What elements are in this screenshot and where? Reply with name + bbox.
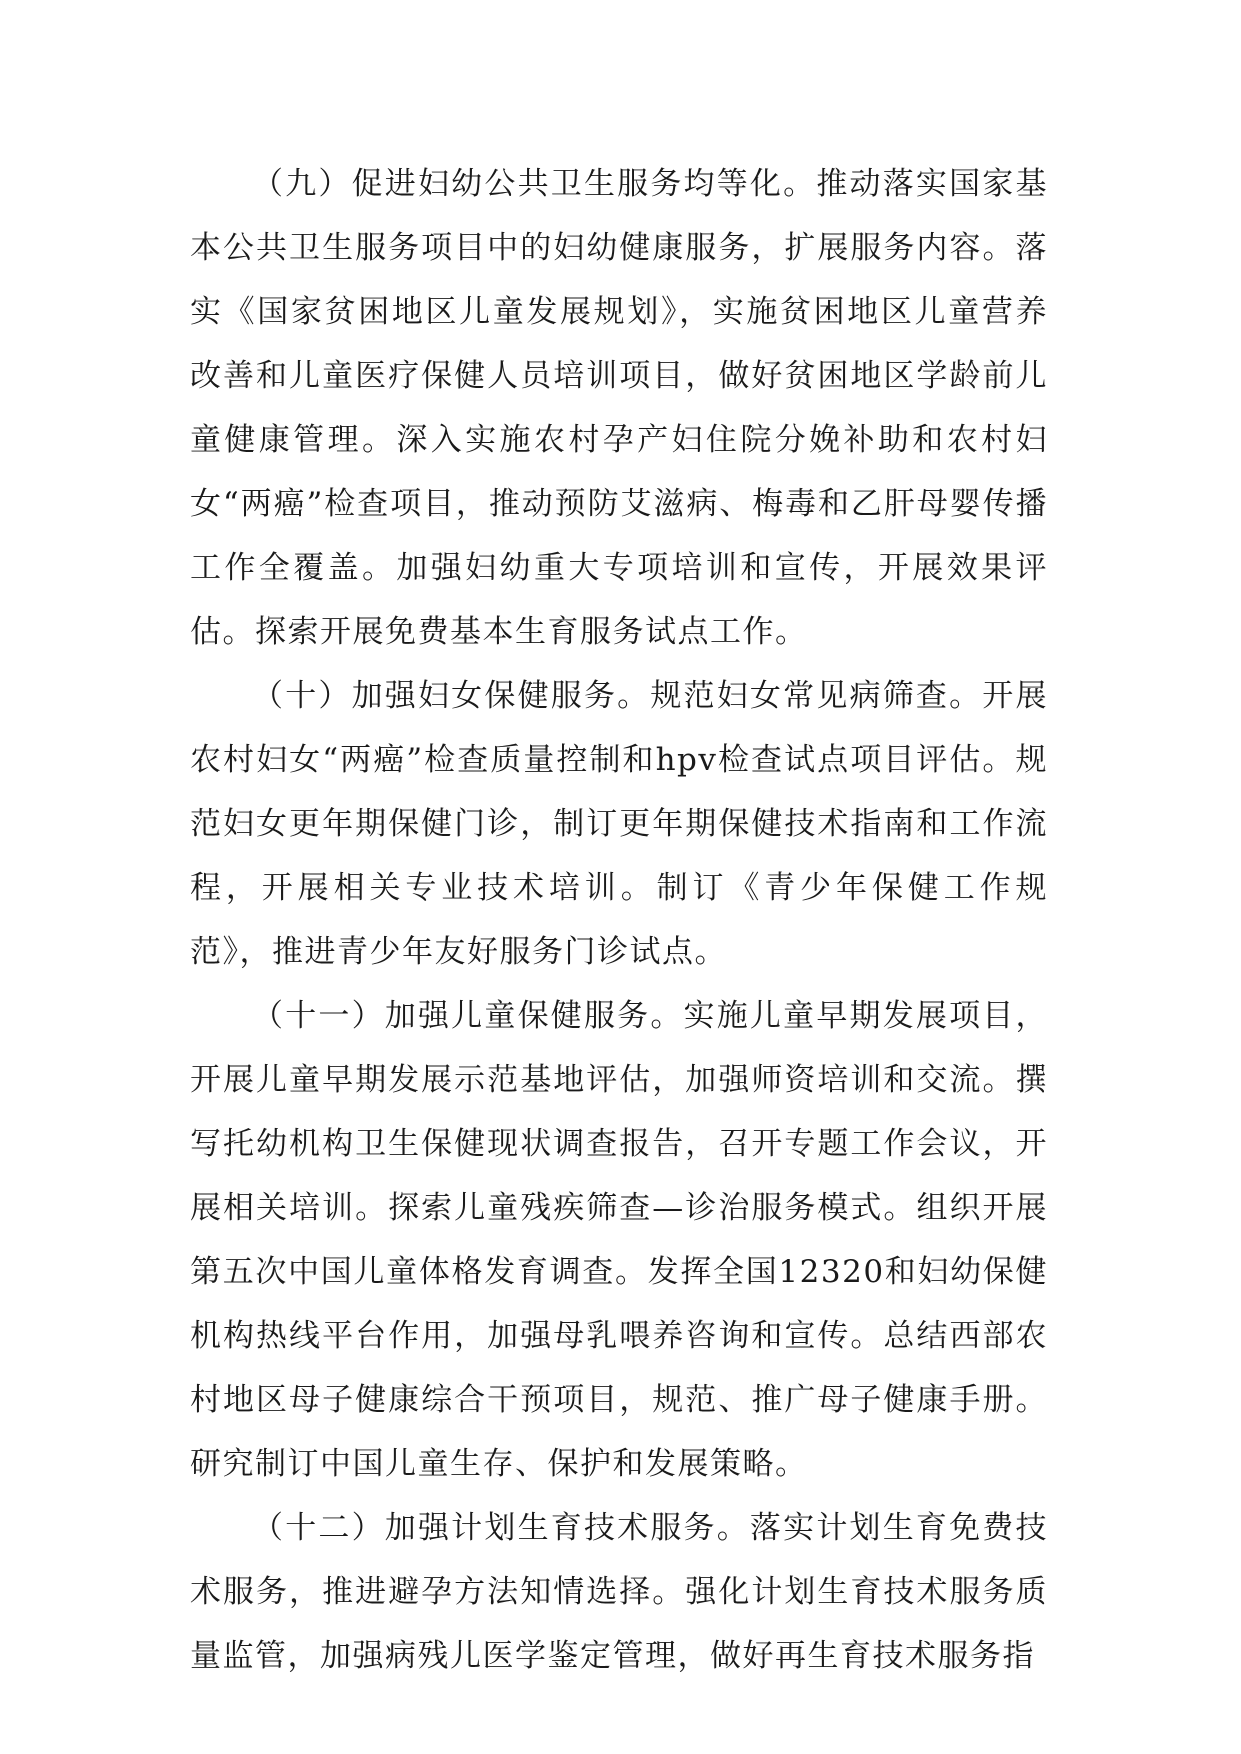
document-page [190, 152, 1048, 1688]
paragraph-twelve: （十二）加强计划生育技术服务。落实计划生育免费技术服务，推进避孕方法知情选择。强化计划生育技术服务质量监管，加强病残儿医学鉴定管理，做好再生育技术服务指 [190, 1510, 1048, 1674]
paragraph-eleven: （十一）加强儿童保健服务。实施儿童早期发展项目，开展儿童早期发展示范基地评估，加强师资培训和交流。撰写托幼机构卫生保健现状调查报告，召开专题工作会议，开展相关培训。探索儿童残疾筛查—诊治服务模式。组织开展第五次中国儿童体格发育调查。发挥全国12320和妇幼保健机构热线平台作用，加强母乳喂养咨询和宣传。总结西部农村地区母子健康综合干预项目，规范、推广母子健康手册。研究制订中国儿童生存、保护和发展策略。 [190, 998, 1048, 1482]
paragraph-ten: （十）加强妇女保健服务。规范妇女常见病筛查。开展农村妇女“两癌”检查质量控制和hpv检查试点项目评估。规范妇女更年期保健门诊，制订更年期保健技术指南和工作流程，开展相关专业技术培训。制订《青少年保健工作规范》，推进青少年友好服务门诊试点。 [190, 678, 1048, 970]
paragraph-nine: （九）促进妇幼公共卫生服务均等化。推动落实国家基本公共卫生服务项目中的妇幼健康服务，扩展服务内容。落实《国家贫困地区儿童发展规划》，实施贫困地区儿童营养改善和儿童医疗保健人员培训项目，做好贫困地区学龄前儿童健康管理。深入实施农村孕产妇住院分娩补助和农村妇女“两癌”检查项目，推动预防艾滋病、梅毒和乙肝母婴传播工作全覆盖。加强妇幼重大专项培训和宣传，开展效果评估。探索开展免费基本生育服务试点工作。 [190, 166, 1048, 650]
